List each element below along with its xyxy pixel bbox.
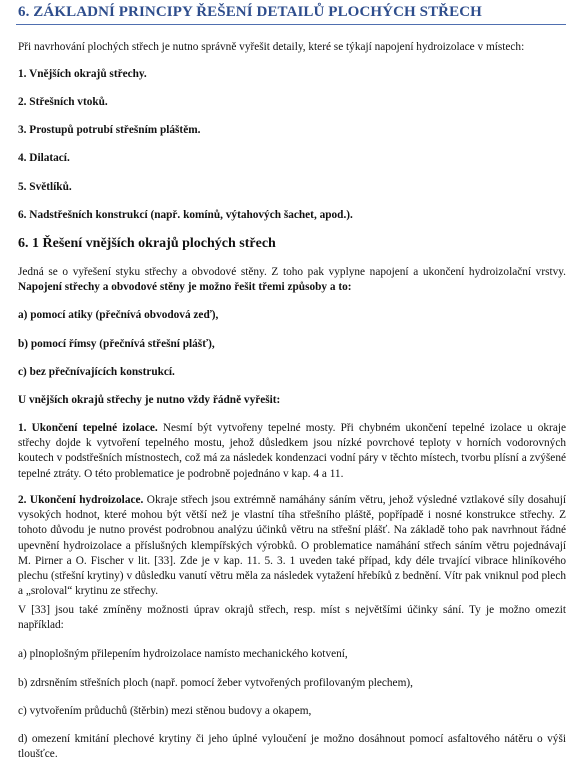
place-item: 3. Prostupů potrubí střešním pláštěm. bbox=[18, 124, 201, 136]
place-item: 5. Světlíků. bbox=[18, 181, 72, 193]
way-item: b) pomocí římsy (přečnívá střešní plášť), bbox=[18, 338, 215, 350]
item-waterproofing-text: Okraje střech jsou extrémně namáhány sáním větru, jehož výsledné vztlakové síly dosahují vysokých hodnot, které mohou být větší než je vlastní tíha střešního pláště, popřípadě i nosné konstrukce střechy. Z tohoto důvodu je nutno provést podrobnou analýzu účinků větru na střešní plášť. Na základě toho pak navrhnout řádné upevnění hydroizolace a příslušných klempířských výrobků. O problematice namáhání střech sáním větru pojednávají M. Pirner a O. Fischer v lit. [33]. Zde je v kap. 11. 5. 3. 1 uveden také případ, kdy déle trvající vibrace hliníkového plechu (střešní krytiny) v důsledku vanutí větru měla za následek vytažení hřebíků z bednění. Vítr pak vniknul pod plech a „sroloval“ krytinu ze střechy. bbox=[18, 494, 566, 598]
chapter-heading: 6. ZÁKLADNÍ PRINCIPY ŘEŠENÍ DETAILŮ PLOCHÝCH STŘECH bbox=[18, 4, 482, 20]
place-item: 2. Střešních vtoků. bbox=[18, 96, 108, 108]
item-waterproofing bbox=[18, 493, 566, 599]
section-paragraph bbox=[18, 265, 566, 295]
solve-heading: U vnějších okrajů střechy je nutno vždy řádně vyřešit: bbox=[18, 394, 281, 406]
place-item: 1. Vnějších okrajů střechy. bbox=[18, 68, 147, 80]
place-item: 4. Dilatací. bbox=[18, 152, 70, 164]
section-paragraph-emphasis: Napojení střechy a obvodové stěny je možno řešit třemi způsoby a to: bbox=[18, 281, 352, 294]
measure-item: b) zdrsněním střešních ploch (např. pomocí žeber vytvořených profilovaným plechem), bbox=[18, 677, 413, 689]
item-thermal-insulation-title: 1. Ukončení tepelné izolace. bbox=[18, 422, 158, 434]
way-item: a) pomocí atiky (přečnívá obvodová zeď), bbox=[18, 309, 219, 321]
heading-underline bbox=[16, 24, 566, 25]
intro-paragraph: Při navrhování plochých střech je nutno správně vyřešit detaily, které se týkají napojení hydroizolace v místech: bbox=[18, 41, 525, 53]
place-item: 6. Nadstřešních konstrukcí (např. komínů, výtahových šachet, apod.). bbox=[18, 209, 353, 221]
item-waterproofing-title: 2. Ukončení hydroizolace. bbox=[18, 494, 144, 506]
section-title: 6. 1 Řešení vnějších okrajů plochých střech bbox=[18, 236, 276, 251]
item-thermal-insulation bbox=[18, 421, 566, 482]
measure-item: a) plnoplošným přilepením hydroizolace namísto mechanického kotvení, bbox=[18, 648, 348, 660]
way-item: c) bez přečnívajících konstrukcí. bbox=[18, 366, 175, 378]
section-paragraph-text: Jedná se o vyřešení styku střechy a obvodové stěny. Z toho pak vyplyne napojení a ukončení hydroizolační vrstvy. bbox=[18, 266, 566, 278]
item-thermal-insulation-text: Nesmí být vytvořeny tepelné mosty. Při chybném ukončení tepelné izolace u okraje střechy dojde k vytvoření tepelného mostu, jehož důsledkem jsou nízké povrchové teploty v horních vodorovných koutech v podstřešních místnostech, což má za následek kondenzaci vodní páry v těchto místech, tvorbu plísní a zvýšené tepelné ztráty. O této problematice je podrobně pojednáno v kap. 4 a 11. bbox=[18, 422, 566, 480]
reference-paragraph: V [33] jsou také zmíněny možnosti úprav okrajů střech, resp. míst s největšími účinky sání. Ty je možno omezit například: bbox=[18, 604, 566, 632]
measure-item: c) vytvořením průduchů (štěrbin) mezi stěnou budovy a okapem, bbox=[18, 705, 312, 717]
measure-item: d) omezení kmitání plechové krytiny či jeho úplné vyloučení je možno dosáhnout pomocí asfaltového nátěru o výši tloušťce. bbox=[18, 733, 566, 761]
